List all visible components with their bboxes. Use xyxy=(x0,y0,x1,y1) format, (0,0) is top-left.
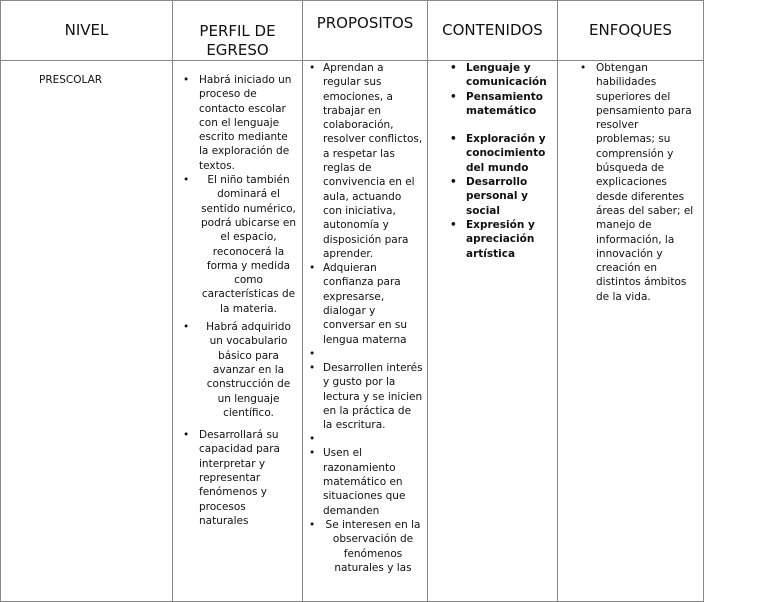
list-item: • Pensamiento matemático xyxy=(466,90,553,119)
header-row xyxy=(1,1,704,61)
list-item: • Aprendan a regular sus emociones, a trabajar en colaboración, resolver conflictos, a respetar las reglas de convivencia en el aula, actuando con iniciativa, autonomía y disposición para aprender. xyxy=(323,61,423,261)
header-contenidos: CONTENIDOS xyxy=(428,1,558,61)
list-item: • Obtengan habilidades superiores del pensamiento para resolver problemas; su comprensión y búsqueda de explicaciones desde diferentes áreas del saber; el manejo de información, la innovación y creación en distintos ámbitos de la vida. xyxy=(596,61,699,304)
header-nivel: NIVEL xyxy=(1,1,173,61)
nivel-value: PRESCOLAR xyxy=(39,74,103,86)
header-perfil: PERFIL DE EGRESO xyxy=(173,1,303,61)
contenidos-cell xyxy=(428,61,558,602)
list-item: • Se interesen en la observación de fenómenos naturales y las xyxy=(323,518,423,575)
list-item xyxy=(323,432,423,446)
list-item: • Desarrollen interés y gusto por la lectura y se inicien en la práctica de la escritura. xyxy=(323,361,423,432)
list-item: • Desarrollo personal y social xyxy=(466,175,553,218)
propositos-cell xyxy=(303,61,428,602)
list-item xyxy=(323,347,423,361)
list-item: • Exploración y conocimiento del mundo xyxy=(466,132,553,175)
list-item: • Expresión y apreciación artística xyxy=(466,218,553,261)
nivel-cell xyxy=(1,61,173,602)
list-item: • Adquieran confianza para expresarse, dialogar y conversar en su lengua materna xyxy=(323,261,423,347)
list-item: • Usen el razonamiento matemático en situaciones que demanden xyxy=(323,446,423,517)
header-propositos: PROPOSITOS xyxy=(303,1,428,61)
list-item: • Habrá adquirido un vocabulario básico para avanzar en la construcción de un lenguaje científico. xyxy=(199,320,298,420)
list-item: • Habrá iniciado un proceso de contacto escolar con el lenguaje escrito mediante la exploración de textos. xyxy=(199,73,298,173)
perfil-cell xyxy=(173,61,303,602)
list-item: • Lenguaje y comunicación xyxy=(466,61,553,90)
list-item: • Desarrollará su capacidad para interpretar y representar fenómenos y procesos naturales xyxy=(199,428,298,528)
list-item: • El niño también dominará el sentido numérico, podrá ubicarse en el espacio, reconocerá la forma y medida como características de la materia. xyxy=(199,173,298,316)
header-enfoques: ENFOQUES xyxy=(558,1,704,61)
table-row xyxy=(1,61,704,602)
enfoques-cell xyxy=(558,61,704,602)
